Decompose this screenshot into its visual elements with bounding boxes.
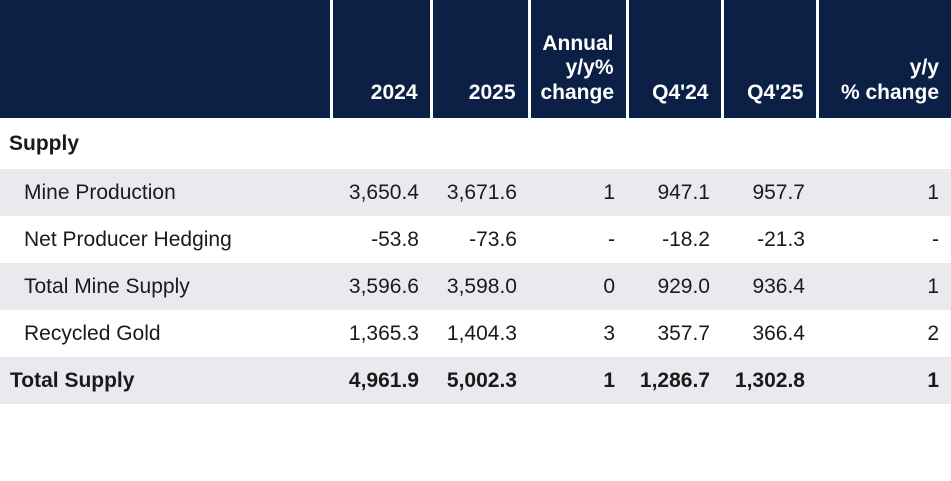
cell-2024: 4,961.9 <box>331 357 431 404</box>
cell-2024: 1,365.3 <box>331 310 431 357</box>
cell-q4-25: 957.7 <box>722 169 817 216</box>
cell-yy-change: - <box>817 216 951 263</box>
cell-annual-change: - <box>529 216 627 263</box>
cell-q4-25: 366.4 <box>722 310 817 357</box>
cell-2024: 3,650.4 <box>331 169 431 216</box>
row-label <box>0 263 331 310</box>
section-spacer-cell <box>627 118 722 169</box>
cell-2024: -53.8 <box>331 216 431 263</box>
section-spacer-cell <box>431 118 529 169</box>
cell-q4-25: -21.3 <box>722 216 817 263</box>
table-body <box>0 118 951 404</box>
table-row-total <box>0 357 951 404</box>
cell-q4-25: 936.4 <box>722 263 817 310</box>
section-spacer-cell <box>529 118 627 169</box>
table-row <box>0 216 951 263</box>
column-header-2025: 2025 <box>431 0 529 118</box>
cell-yy-change: 1 <box>817 357 951 404</box>
cell-2025: 1,404.3 <box>431 310 529 357</box>
cell-q4-24: 929.0 <box>627 263 722 310</box>
section-spacer-cell <box>331 118 431 169</box>
row-label <box>0 357 331 404</box>
cell-annual-change: 1 <box>529 357 627 404</box>
section-header-row <box>0 118 951 169</box>
cell-q4-24: 357.7 <box>627 310 722 357</box>
cell-annual-change: 0 <box>529 263 627 310</box>
header-row <box>0 0 951 118</box>
cell-2025: 5,002.3 <box>431 357 529 404</box>
column-header-2024: 2024 <box>331 0 431 118</box>
row-label <box>0 216 331 263</box>
row-label-text: Total Supply <box>10 368 135 392</box>
cell-annual-change: 1 <box>529 169 627 216</box>
section-spacer-cell <box>722 118 817 169</box>
row-label-text: Mine Production <box>24 180 176 204</box>
cell-2025: 3,598.0 <box>431 263 529 310</box>
cell-2025: -73.6 <box>431 216 529 263</box>
row-label-text: Total Mine Supply <box>24 274 190 298</box>
table-row <box>0 263 951 310</box>
column-header-q4-25: Q4'25 <box>722 0 817 118</box>
cell-2024: 3,596.6 <box>331 263 431 310</box>
row-label <box>0 310 331 357</box>
column-header-yy-change: y/y % change <box>817 0 951 118</box>
row-label-text: Recycled Gold <box>24 321 161 345</box>
column-header-q4-24: Q4'24 <box>627 0 722 118</box>
cell-yy-change: 1 <box>817 169 951 216</box>
row-label <box>0 169 331 216</box>
section-spacer-cell <box>817 118 951 169</box>
cell-q4-24: 1,286.7 <box>627 357 722 404</box>
cell-annual-change: 3 <box>529 310 627 357</box>
section-title: Supply <box>0 118 331 169</box>
column-header-annual-yy-change: Annual y/y% change <box>529 0 627 118</box>
cell-yy-change: 2 <box>817 310 951 357</box>
cell-q4-24: 947.1 <box>627 169 722 216</box>
table-header <box>0 0 951 118</box>
row-label-text: Net Producer Hedging <box>24 227 232 251</box>
cell-q4-24: -18.2 <box>627 216 722 263</box>
table-row <box>0 310 951 357</box>
column-header-label <box>0 0 331 118</box>
table-row <box>0 169 951 216</box>
cell-yy-change: 1 <box>817 263 951 310</box>
cell-2025: 3,671.6 <box>431 169 529 216</box>
cell-q4-25: 1,302.8 <box>722 357 817 404</box>
